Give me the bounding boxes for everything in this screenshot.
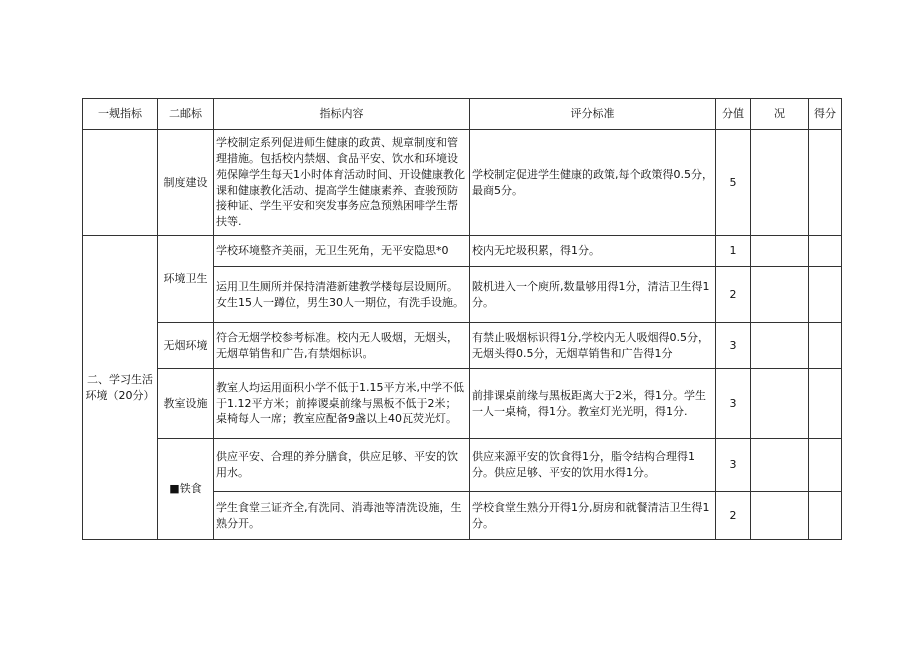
level2-food: ■铁食 [158, 439, 214, 540]
table-row [83, 236, 842, 267]
header-row [83, 99, 842, 130]
score-cell: 3 [716, 439, 751, 492]
obtained-cell[interactable] [809, 492, 842, 540]
criteria-cell: 有禁止吸烟标识得1分,学校内无人吸烟得0.5分，无烟头得0.5分，无烟草销售和广告得1分 [470, 323, 716, 369]
header-obtained: 得分 [809, 99, 842, 130]
level1-empty-cell [83, 130, 158, 236]
obtained-cell[interactable] [809, 236, 842, 267]
header-situation: 况 [751, 99, 809, 130]
situation-cell[interactable] [751, 323, 809, 369]
criteria-cell: 校内无坨圾积累，得1分。 [470, 236, 716, 267]
score-cell: 3 [716, 369, 751, 439]
content-cell: 符合无烟学校参考标准。校内无人吸烟，无烟头，无烟草销售和广告,有禁烟标识。 [214, 323, 470, 369]
level1-learning-env: 二、学习生活环境（20分） [83, 236, 158, 540]
level2-environment: 环境卫生 [158, 236, 214, 323]
obtained-cell[interactable] [809, 267, 842, 323]
obtained-cell[interactable] [809, 323, 842, 369]
evaluation-table [82, 98, 842, 540]
situation-cell[interactable] [751, 492, 809, 540]
content-cell: 教室人均运用面积小学不低于1.15平方米,中学不低于1.12平方米；前捧谡桌前缘与黑板不低于2米；桌椅每人一席；教室应配备9盏以上40瓦荧光灯。 [214, 369, 470, 439]
criteria-cell: 前排课桌前缘与黑板距离大于2米，得1分。学生一人一桌椅，得1分。教室灯光光明，得1分. [470, 369, 716, 439]
header-level2: 二邮标 [158, 99, 214, 130]
content-cell: 供应平安、合理的养分膳食，供应足够、平安的饮用水。 [214, 439, 470, 492]
table-row [83, 439, 842, 492]
level2-system: 制度建设 [158, 130, 214, 236]
content-cell: 学校制定系列促进师生健康的政黄、规章制度和管理措施。包括校内禁烟、食品平安、饮水和环境设苑保障学生每天1小时体育活动时间、开设健康教化课和健康教化活动、提高学生健康素养、査骏预防接种证、学生平安和突发事务应急预熟困啡学生帮扶等. [214, 130, 470, 236]
situation-cell[interactable] [751, 130, 809, 236]
situation-cell[interactable] [751, 236, 809, 267]
content-cell: 学校环境整齐美丽，无卫生死角，无平安隐思*0 [214, 236, 470, 267]
table-row [83, 130, 842, 236]
score-cell: 1 [716, 236, 751, 267]
level2-smoke-free: 无烟环境 [158, 323, 214, 369]
criteria-cell: 学校食堂生熟分开得1分,厨房和就餐清洁卫生得1分。 [470, 492, 716, 540]
obtained-cell[interactable] [809, 439, 842, 492]
table-row [83, 323, 842, 369]
level2-classroom: 教室设施 [158, 369, 214, 439]
situation-cell[interactable] [751, 369, 809, 439]
obtained-cell[interactable] [809, 130, 842, 236]
score-cell: 3 [716, 323, 751, 369]
obtained-cell[interactable] [809, 369, 842, 439]
header-score: 分值 [716, 99, 751, 130]
criteria-cell: 学校制定促进学生健康的政策,每个政策得0.5分，最商5分。 [470, 130, 716, 236]
score-cell: 2 [716, 267, 751, 323]
criteria-cell: 供应来源平安的饮食得1分，脂令结构合理得1分。供应足够、平安的饮用水得1分。 [470, 439, 716, 492]
criteria-cell: 陂机进入一个庾所,数量够用得1分，清洁卫生得1分。 [470, 267, 716, 323]
content-cell: 学生食堂三证齐全,有洗同、消毒池等清洗设施，生熟分开。 [214, 492, 470, 540]
table-row [83, 369, 842, 439]
score-cell: 5 [716, 130, 751, 236]
score-cell: 2 [716, 492, 751, 540]
content-cell: 运用卫生厕所并保持清港新建教学楼每层设厕所。女生15人一蹲位，男生30人一期位，有洗手设施。 [214, 267, 470, 323]
header-criteria: 评分标准 [470, 99, 716, 130]
situation-cell[interactable] [751, 439, 809, 492]
header-content: 指标内容 [214, 99, 470, 130]
situation-cell[interactable] [751, 267, 809, 323]
header-level1: 一觌指标 [83, 99, 158, 130]
